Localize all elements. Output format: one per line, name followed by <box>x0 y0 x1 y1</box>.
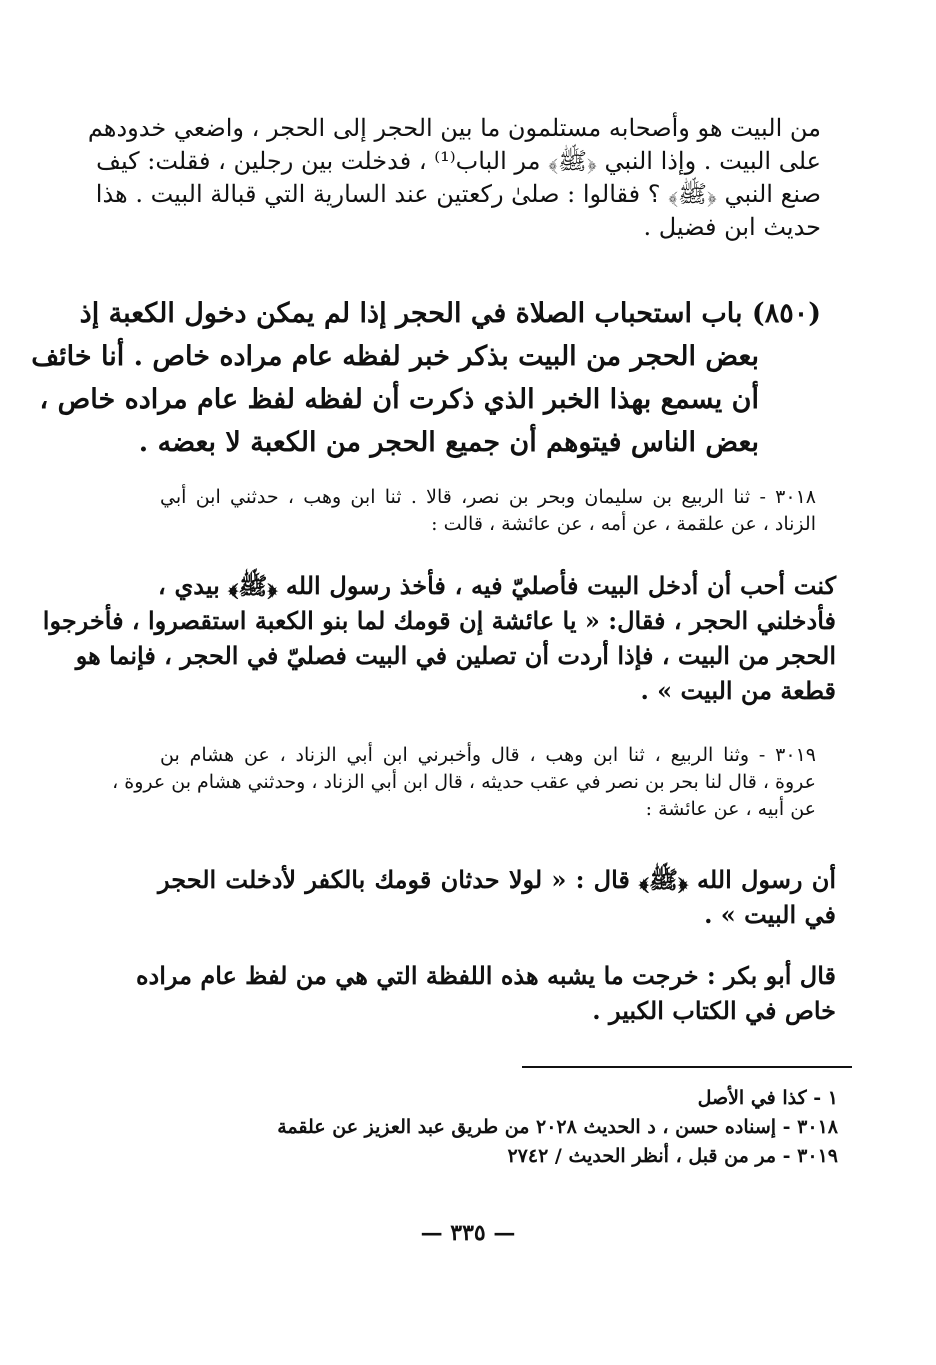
matn-line: قطعة من البيت » . <box>640 676 836 705</box>
isnad-line: ٣٠١٨ - ثنا الربيع بن سليمان وبحر بن نصر، قالا . ثنا ابن وهب ، حدثني ابن أبي <box>160 486 816 508</box>
footnote: ٣٠١٨ - إسناده حسن ، د الحديث ٢٠٢٨ من طريق عبد العزيز عن علقمة <box>277 1116 838 1138</box>
text-line: من البيت هو وأصحابه مستلمون ما بين الحجر إلى الحجر ، واضعي خدودهم <box>87 114 821 142</box>
isnad-line: عن أبيه ، عن عائشة : <box>645 798 816 820</box>
heading-line: (٨٥٠) باب استحباب الصلاة في الحجر إذا لم يمكن دخول الكعبة إذ <box>79 298 821 329</box>
page-number: — ٣٣٥ — <box>420 1220 516 1246</box>
matn-line: فأدخلني الحجر ، فقال: « يا عائشة إن قومك لما بنو الكعبة استقصروا ، فأخرجوا <box>42 606 836 635</box>
footnotes <box>277 1084 838 1171</box>
abu-bakr-comment <box>135 958 836 1028</box>
matn-line: في البيت » . <box>704 900 836 929</box>
comment-line: قال أبو بكر : خرجت ما يشبه هذه اللفظة التي هي من لفظ عام مراده <box>135 961 836 990</box>
isnad-3019 <box>112 742 816 823</box>
heading-line: أن يسمع بهذا الخبر الذي ذكرت أن لفظه لفظ عام مراده خاص ، <box>39 384 759 415</box>
isnad-line: ٣٠١٩ - وثنا الربيع ، ثنا ابن وهب ، قال وأخبرني ابن أبي الزناد ، عن هشام بن <box>160 744 816 766</box>
matn-line: الحجر من البيت ، فإذا أردت أن تصلين في البيت فصليّ في الحجر ، فإنما هو <box>75 641 836 670</box>
isnad-line: الزناد ، عن علقمة ، عن أمه ، عن عائشة ، قالت : <box>431 513 816 535</box>
matn-3018 <box>42 568 836 708</box>
heading-line: بعض الحجر من البيت بذكر خبر لفظه عام مراده خاص . أنا خائف <box>31 341 759 372</box>
text-line: حديث ابن فضيل . <box>643 213 821 241</box>
comment-line: خاص في الكتاب الكبير . <box>592 996 836 1025</box>
text-line: صنع النبي ﴿ﷺ﴾ ؟ فقالوا : صلىٰ ركعتين عند السارية التي قبالة البيت . هذا <box>95 180 821 208</box>
chapter-heading <box>31 292 821 464</box>
isnad-3018 <box>160 484 816 538</box>
footnote: ١ - كذا في الأصل <box>697 1087 838 1109</box>
footnote-divider <box>522 1066 852 1068</box>
matn-3019 <box>158 862 836 932</box>
matn-line: كنت أحب أن أدخل البيت فأصليّ فيه ، فأخذ رسول الله ﴿ﷺ﴾ بيدي ، <box>158 571 836 600</box>
isnad-line: عروة ، قال لنا بحر بن نصر في عقب حديثه ، قال ابن أبي الزناد ، وحدثني هشام بن عروة ، <box>112 771 816 793</box>
matn-line: أن رسول الله ﴿ﷺ﴾ قال : « لولا حدثان قومك بالكفر لأدخلت الحجر <box>158 865 836 894</box>
narration-paragraph <box>87 112 821 244</box>
text-line: على البيت . وإذا النبي ﴿ﷺ﴾ مر الباب⁽¹⁾ ، فدخلت بين رجلين ، فقلت: كيف <box>96 147 821 175</box>
footnote: ٣٠١٩ - مر من قبل ، أنظر الحديث / ٢٧٤٢ <box>507 1145 838 1167</box>
heading-line: بعض الناس فيتوهم أن جميع الحجر من الكعبة لا بعضه . <box>138 427 759 458</box>
